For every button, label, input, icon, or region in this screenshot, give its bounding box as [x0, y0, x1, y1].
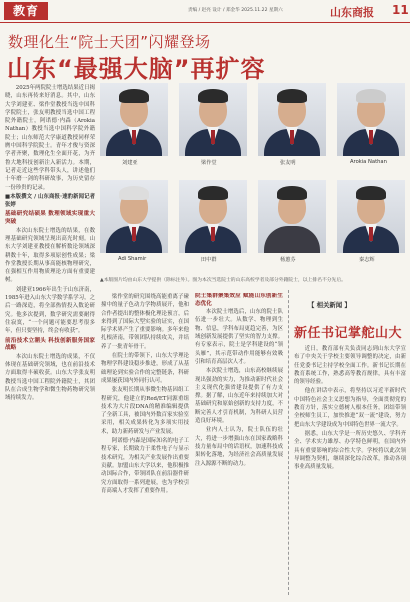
- paragraph: 梁作堂的研究围绕高能重离子碰撞中的量子色动力学物质展开，他和合作者提出的整体极化理论预言，后来得到了国际大型实验的证实，在国际学术界产生了重要影响。多年来他扎根济南，带领团队持续攻关，并培养了一批青年骨干。: [101, 294, 189, 350]
- portrait-name: 梁作堂: [201, 160, 217, 166]
- paragraph: 近日，教育部有关负责同志到山东大学宣布了中央关于学校主要领导调整的决定，由新任党委书记主持学校全面工作。新书记长期在教育系统工作，熟悉高等教育规律，具有丰富的领导经验。: [294, 346, 406, 386]
- portrait-photo: [100, 180, 168, 253]
- related-news-tag: 【 相关新闻 】: [308, 301, 351, 309]
- paragraph: 在院士的带领下，山东大学理论物理学科建设稳步推进，形成了从基础理论到实验合作的完整链条，科研成果屡获国内外同行认可。: [101, 353, 189, 384]
- paragraph: 张友明长期从事微生物基因组工程研究，他建立的Red/ET同源重组技术为大片段DNA的精准编辑提供了全新工具，被国内外数百家实验室采用，相关成果转化为多项实用技术，助力新药研发与产业发展。: [101, 387, 189, 435]
- portrait-photo: [258, 180, 326, 253]
- article-headline: 山东“最强大脑”再扩容: [7, 55, 266, 83]
- paragraph: 本次院士增选，山东高校继续展现出强劲的实力，为推动新时代社会主义现代化强省建设提供了有力支撑。据了解，山东近年来持续加大对基础研究和原始创新的支持力度，不断完善人才引育机制，为科研人员营造良好环境。: [195, 368, 283, 425]
- portrait-name: 张友明: [280, 160, 296, 166]
- related-news-body: [294, 345, 406, 596]
- subhead-frontier-tech: 前沿技术立潮头 科技创新服务国家战略: [5, 337, 95, 352]
- paragraph: 业内人士认为，院士队伍的壮大，将进一步增强山东在国家战略科技力量布局中的话语权，加速科技成果转化落地，为经济社会高质量发展注入源源不断的动力。: [195, 427, 283, 467]
- subhead-cluster-effect: 院士集群聚集效应 赋能山东创新生态优化: [195, 293, 283, 307]
- portrait-name: 田中群: [201, 257, 217, 263]
- photo-caption: ▲本版图片均由山东大学提供（除标注外）。图为本次当选院士的山东高校学者及部分外籍院士，以上排名不分先后。: [100, 278, 346, 283]
- paragraph: 阿诺德·内森是国际知名的电子工程专家，长期致力于柔性电子与显示技术研究，为相关产业发展作出重要贡献。加盟山东大学以来，他积极推动国际合作，带领团队在前沿器件研究方面取得一系列进展，也为学校引育高端人才发挥了重要作用。: [101, 438, 189, 494]
- paragraph: 本次山东院士增选的结果，在数理基础研究领域呈现出高光时刻。山东大学刘建亚教授在解析数论领域深耕数十年，取得多项原创性成果；梁作堂教授长期从事高能核物理研究，在强相互作用物质理论方面有重要建树。: [5, 227, 95, 284]
- column-divider: [288, 290, 289, 595]
- portrait-name: 秦志辉: [359, 257, 375, 263]
- paragraph: 他在讲话中表示，将坚持以习近平新时代中国特色社会主义思想为指导，全面贯彻党的教育方针，落实立德树人根本任务，团结带领全校师生员工，加快推进“双一流”建设，努力把山东大学建设成为中国特色世界一流大学。: [294, 388, 406, 428]
- portrait-name: Arokia Nathan: [350, 159, 387, 165]
- newspaper-name: 山东商报: [330, 6, 374, 19]
- column-2: [101, 293, 189, 596]
- academician-photo-grid: [100, 83, 406, 271]
- portrait-photo: [179, 180, 247, 253]
- portrait-photo: [179, 83, 247, 156]
- related-news-title: 新任书记掌舵山大: [294, 326, 403, 341]
- paragraph: 据悉，山东大学是一所历史悠久、学科齐全、学术实力雄厚、办学特色鲜明，在国内外具有重要影响的综合性大学。学校将以此次领导调整为契机，继续深化综合改革，推动各项事业高质量发展。: [294, 430, 406, 471]
- portrait-name: 刘建亚: [122, 160, 138, 166]
- portrait-photo: [100, 83, 168, 156]
- paragraph: 本次山东院士增选的成果，不仅体现在基础研究领域，也在前沿技术方面取得丰硕收获。山东大学张友明教授当选中国工程院外籍院士，其团队在合成生物学和微生物药物研究领域持续发力。: [5, 353, 95, 402]
- portrait-photo: [258, 83, 326, 156]
- portrait-name: Adi Shamir: [118, 256, 147, 262]
- header-meta: 责编 / 赵亮 设计 / 郑金华 2025.11.22 星期六: [188, 8, 283, 13]
- article-intro: 2025年两院院士增选结果近日揭晓，山东再传来好消息。其中，山东大学刘建亚、梁作堂教授当选中国科学院院士，张友明教授当选中国工程院外籍院士，阿诺德·内森（Arokia Nathan）教授当选中国科学院外籍院士；山东师范大学康道教授同样荣膺中国科学院院士。青年才俊与资深学者齐聚，数理化生全面开花，为齐鲁大地科技创新注入新活力。本期，记者走近这些学科带头人，讲述他们十年磨一剑的科研故事，为历史留存一份珍贵的记录。: [5, 85, 95, 191]
- portrait-photo: [337, 83, 405, 156]
- portrait-name: 杨蕙芬: [280, 257, 296, 263]
- page-number: 11: [392, 3, 409, 17]
- article-kicker: 数理化生“院士天团”闪耀登场: [8, 33, 211, 51]
- paragraph: 本次院士增选后，山东的院士队伍进一步壮大。从数学、物理到生物、信息，学科布局更趋完善，为区域创新发展提供了坚实的智力支撑。有专家表示，院士是学科建设的“领头雁”，其示范带动作用能够有效吸引和培育高层次人才。: [195, 309, 283, 365]
- portrait-photo: [337, 180, 405, 253]
- subhead-basic-research: 基础研究结硕果 数理领域实现重大突破: [5, 211, 95, 226]
- page-header: [0, 0, 410, 23]
- paragraph: 刘建亚1966年出生于山东济南，1985年进入山东大学数学系学习，之后一路深造，将全部热情投入数论研究。他多次提到，数学研究需要耐得住寂寞，“一个问题可能要思考很多年，但只要坚持，终会有收获”。: [5, 286, 95, 335]
- byline: ■本版撰文 / 山东商报·速豹新闻记者 张婷: [5, 193, 95, 209]
- section-tag: 教育: [4, 2, 48, 20]
- column-3: [195, 293, 283, 596]
- column-left: [5, 84, 95, 596]
